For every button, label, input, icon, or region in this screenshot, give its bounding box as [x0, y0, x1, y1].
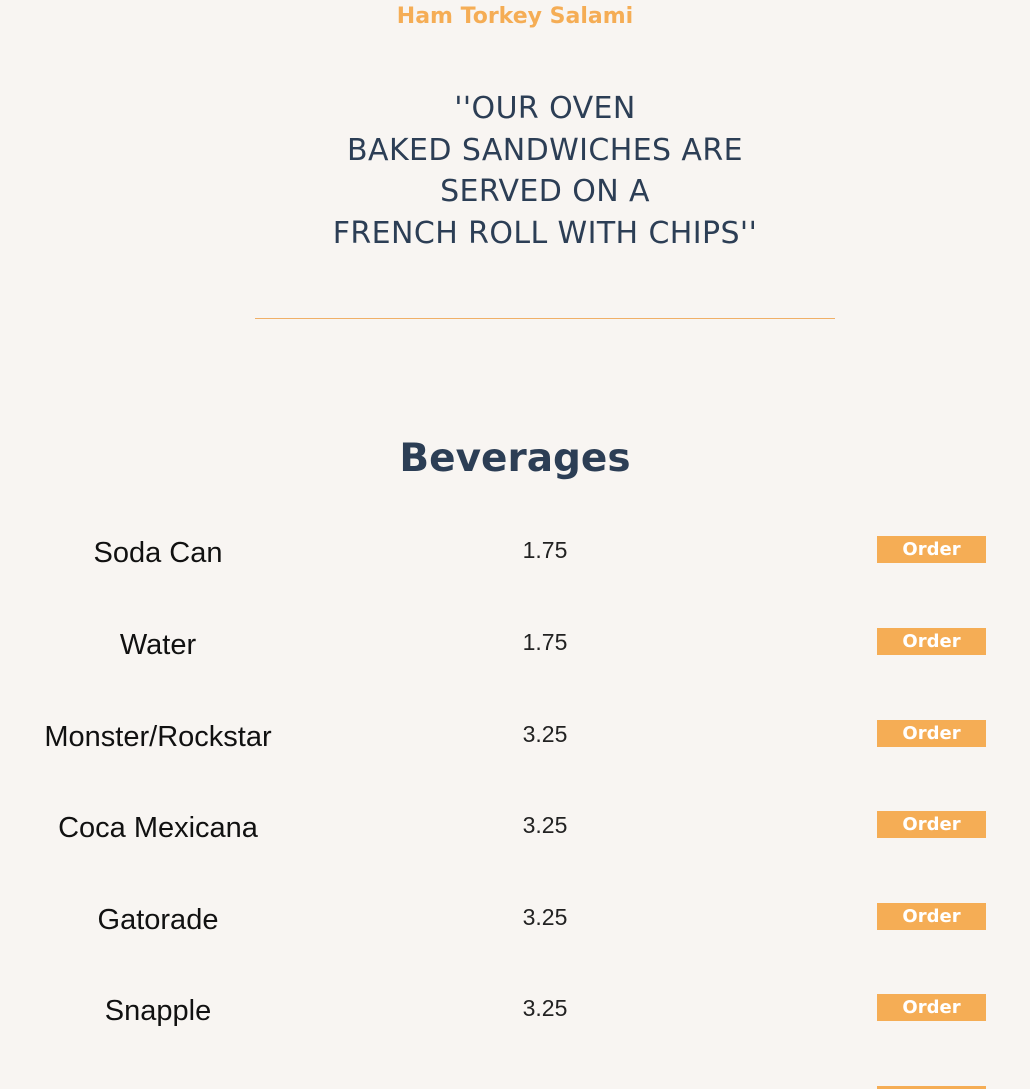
- quote-line: FRENCH ROLL WITH CHIPS'': [332, 215, 758, 251]
- beverage-price: 3.25: [522, 995, 568, 1021]
- menu-item-description: Ham Torkey Salami: [396, 4, 634, 29]
- section-divider: [255, 318, 835, 319]
- beverage-price: 1.75: [522, 629, 568, 655]
- beverage-name: Gatorade: [97, 904, 219, 936]
- beverage-name: Coca Mexicana: [58, 812, 258, 844]
- quote-line: ''OUR OVEN: [454, 91, 636, 126]
- beverage-price: 1.75: [522, 537, 568, 563]
- order-button[interactable]: Order: [877, 720, 986, 747]
- beverage-name: Monster/Rockstar: [44, 721, 272, 753]
- beverage-price: 3.25: [522, 812, 568, 838]
- beverages-title: Beverages: [399, 436, 631, 481]
- beverage-name: Water: [119, 629, 197, 661]
- beverage-price: 3.25: [522, 721, 568, 747]
- order-button[interactable]: Order: [877, 903, 986, 930]
- order-button[interactable]: Order: [877, 994, 986, 1021]
- quote-line: SERVED ON A: [440, 174, 650, 209]
- beverage-name: Soda Can: [93, 537, 223, 569]
- sandwich-quote: [215, 88, 875, 254]
- beverage-name: Snapple: [104, 995, 212, 1027]
- order-button[interactable]: Order: [877, 811, 986, 838]
- beverage-price: 3.25: [522, 904, 568, 930]
- order-button[interactable]: Order: [877, 536, 986, 563]
- quote-line: BAKED SANDWICHES ARE: [347, 132, 743, 168]
- order-button[interactable]: Order: [877, 628, 986, 655]
